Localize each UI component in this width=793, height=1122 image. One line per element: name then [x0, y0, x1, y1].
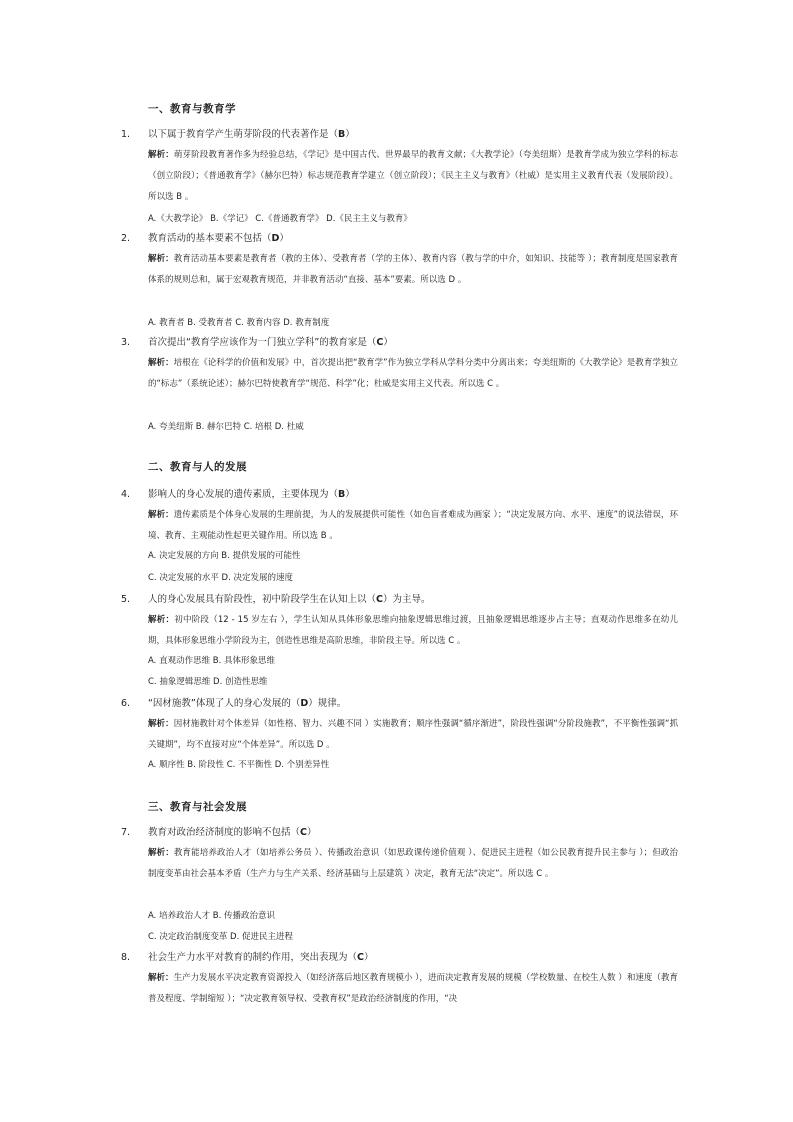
- section-title: 三、教育与社会发展: [148, 801, 247, 813]
- explanation: 解析：萌芽阶段教育著作多为经验总结，《学记》是中国古代、世界最早的教育文献；《大教学论》（夸美纽斯）是教育学成为独立学科的标志（创立阶段）；《普通教育学》（赫尔巴特）标志规范教育学建立（创立阶段）；《民主主义与教育》（杜威）是实用主义教育代表（发展阶段）。所以选 B 。: [148, 150, 678, 202]
- options-line: C. 抽象逻辑思维 D. 创造性思维: [148, 677, 268, 687]
- options-line: C. 决定发展的水平 D. 决定发展的速度: [148, 573, 293, 583]
- explanation: 解析：教育活动基本要素是教育者（教的主体）、受教育者（学的主体）、教育内容（教与学的中介，如知识、技能等 ）；教育制度是国家教育体系的规则总和，属于宏观教育规范，并非教育活动“直接、基本”要素。所以选 D 。: [148, 254, 678, 285]
- answer-letter: C: [357, 952, 364, 963]
- answer-letter: C: [376, 337, 384, 348]
- answer-letter: D: [271, 233, 280, 244]
- question-number: 4.: [121, 489, 131, 500]
- question-stem: “因材施教”体现了人的身心发展的（D）规律。: [148, 698, 347, 709]
- question-stem: 社会生产力水平对教育的制约作用，突出表现为（C）: [148, 952, 374, 963]
- explanation: 解析：初中阶段（12 - 15 岁左右 ），学生认知从具体形象思维向抽象逻辑思维过渡，且抽象逻辑思维逐步占主导；直观动作思维多在幼儿期，具体形象思维小学阶段为主，创造性思维是高阶思维，非阶段主导。所以选 C 。: [148, 615, 678, 646]
- options-line: A. 夸美纽斯 B. 赫尔巴特 C. 培根 D. 杜威: [148, 422, 304, 432]
- question-stem: 教育对政治经济制度的影响不包括（C）: [148, 827, 317, 838]
- section-title: 一、教育与教育学: [148, 103, 236, 115]
- question-number: 6.: [121, 698, 131, 709]
- explanation: 解析：因材施教针对个体差异（如性格、智力、兴趣不同 ）实施教育；顺序性强调“循序渐进”，阶段性强调“分阶段施教”，不平衡性强调“抓关键期”，均不直接对应“个体差异”。所以选 D 。: [148, 719, 678, 750]
- question-number: 8.: [121, 952, 131, 963]
- question-number: 5.: [121, 594, 131, 605]
- question-stem: 以下属于教育学产生萌芽阶段的代表著作是（B）: [148, 129, 355, 140]
- options-line: A. 教育者 B. 受教育者 C. 教育内容 D. 教育制度: [148, 318, 330, 328]
- answer-letter: B: [338, 489, 346, 500]
- question-stem: 影响人的身心发展的遗传素质，主要体现为（B）: [148, 489, 355, 500]
- question-number: 7.: [121, 827, 131, 838]
- question-stem: 首次提出“教育学应该作为一门独立学科”的教育家是（C）: [148, 337, 393, 348]
- question-number: 3.: [121, 337, 131, 348]
- options-line: A. 决定发展的方向 B. 提供发展的可能性: [148, 551, 301, 561]
- answer-letter: B: [338, 129, 346, 140]
- answer-letter: D: [300, 698, 309, 709]
- answer-letter: C: [300, 827, 307, 838]
- explanation: 解析：教育能培养政治人才（如培养公务员 ）、传播政治意识（如思政课传递价值观 ）、促进民主进程（如公民教育提升民主参与 ）；但政治制度变革由社会基本矛盾（生产力与生产关系、经济基础与上层建筑 ）决定，教育无法“决定”。所以选 C 。: [148, 848, 678, 879]
- options-line: A. 直观动作思维 B. 具体形象思维: [148, 656, 276, 666]
- question-number: 1.: [121, 129, 131, 140]
- explanation: 解析：遗传素质是个体身心发展的生理前提，为人的发展提供可能性（如色盲者难成为画家 ）；“决定发展方向、水平、速度”的说法错误，环境、教育、主观能动性起更关键作用。所以选 B 。: [148, 510, 678, 541]
- question-number: 2.: [121, 233, 131, 244]
- answer-letter: C: [376, 594, 383, 605]
- explanation: 解析：生产力发展水平决定教育资源投入（如经济落后地区教育规模小 ），进而决定教育发展的规模（学校数量、在校生人数 ）和速度（教育普及程度、学制缩短 ）；“决定教育领导权、受教育权”是政治经济制度的作用，“决: [148, 973, 678, 1004]
- options-line: C. 决定政治制度变革 D. 促进民主进程: [148, 932, 293, 942]
- question-stem: 人的身心发展具有阶段性，初中阶段学生在认知上以（C）为主导。: [148, 594, 431, 605]
- options-line: A. 培养政治人才 B. 传播政治意识: [148, 911, 276, 921]
- options-line: A. 顺序性 B. 阶段性 C. 不平衡性 D. 个别差异性: [148, 760, 330, 770]
- section-title: 二、教育与人的发展: [148, 461, 247, 473]
- question-stem: 教育活动的基本要素不包括（D）: [148, 233, 289, 244]
- explanation: 解析：培根在《论科学的价值和发展》中，首次提出把“教育学”作为独立学科从学科分类中分离出来；夸美纽斯的《大教学论》是教育学独立的“标志”（系统论述）；赫尔巴特使教育学“规范、科学”化；杜威是实用主义代表。所以选 C 。: [148, 358, 678, 389]
- options-line: A.《大教学论》 B.《学记》 C.《普通教育学》 D.《民主主义与教育》: [148, 214, 412, 224]
